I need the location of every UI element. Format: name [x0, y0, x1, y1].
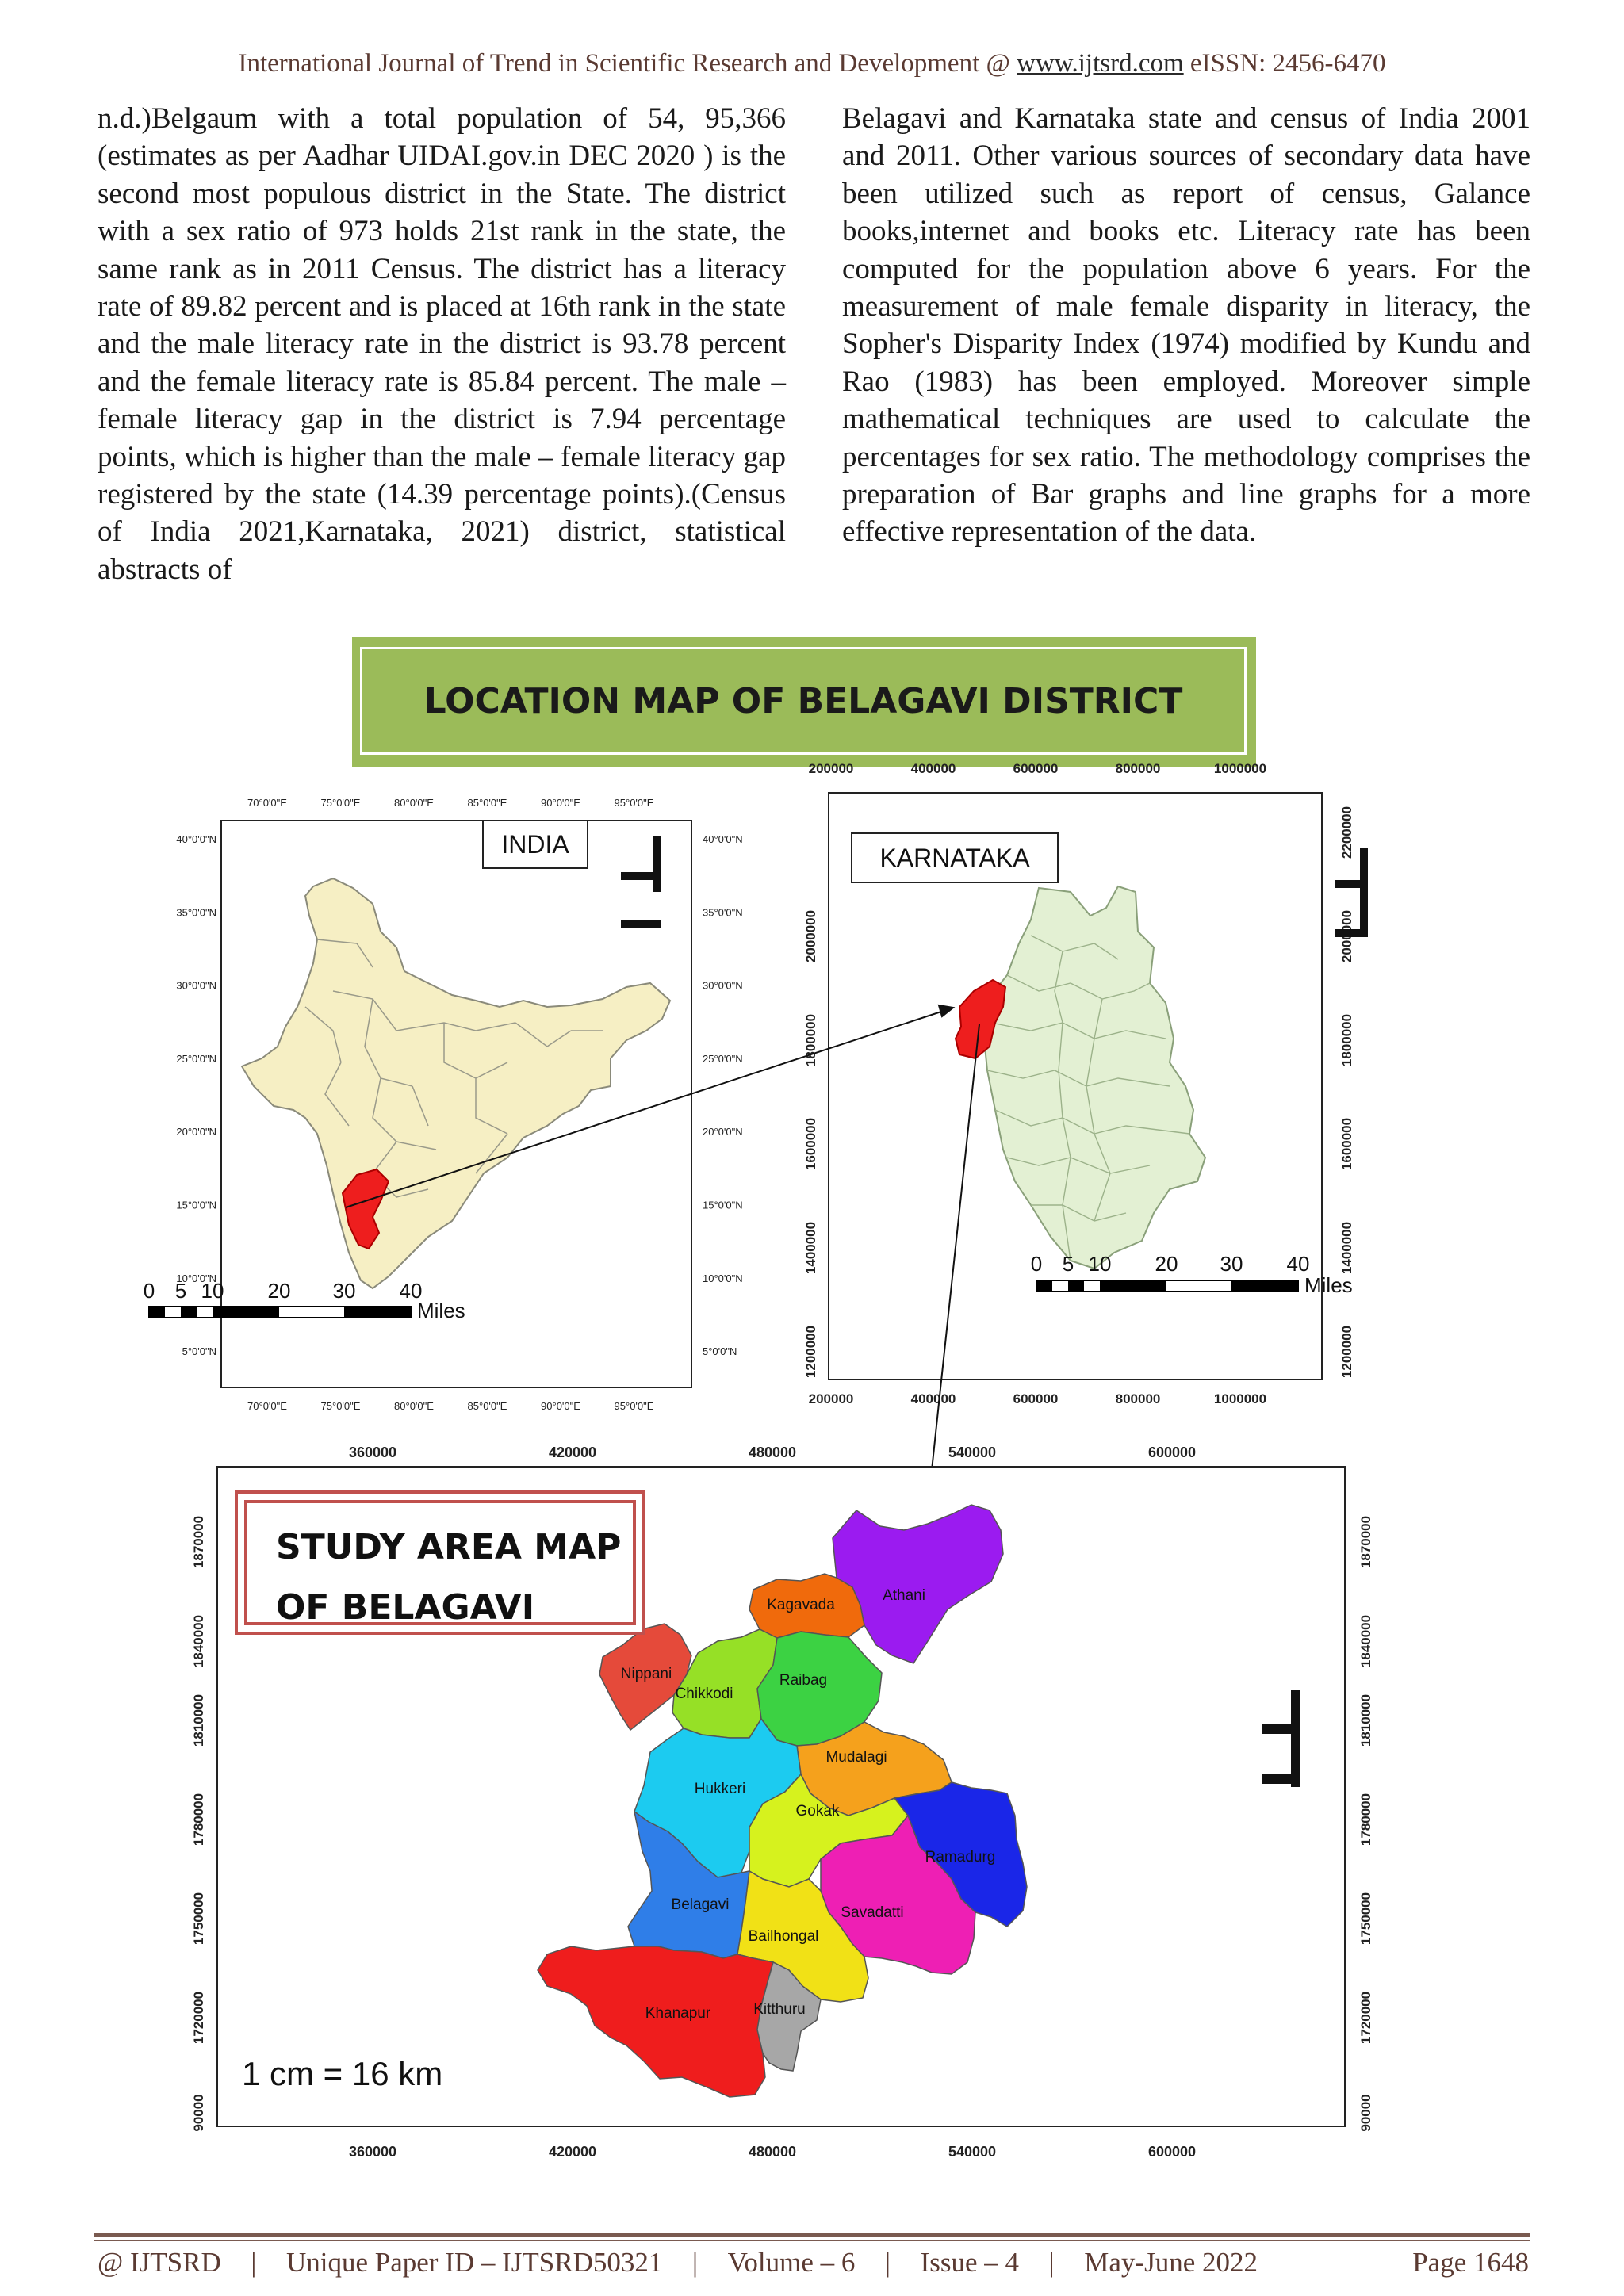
- study-x-tick: 540000: [948, 2144, 997, 2160]
- footer-rule-thin: [94, 2240, 1530, 2241]
- study-y-tick: 1870000: [191, 1515, 206, 1569]
- right-column-text: Belagavi and Karnataka state and census of India 2001 and 2011. Other various sources of secondary data have been utilized such as report of census, Galance books,internet and books etc. Literacy rate has been computed for the population above 6 years. For the measurement of male female disparity in literacy, the Sopher's Disparity Index (1974) modified by Kundu and Rao (1983) has been employed. Moreover simple mathematical techniques are used to calculate the percentages for sex ratio. The methodology comprises the preparation of Bar graphs and line graphs for a more effective representation of the data.: [842, 102, 1530, 549]
- karnataka-x-tick: 400000: [910, 761, 956, 776]
- header-text: International Journal of Trend in Scientific Research and Development @: [238, 49, 1017, 78]
- karnataka-x-tick: 1000000: [1213, 761, 1267, 776]
- india-scale-number: 40: [399, 1279, 423, 1303]
- india-label: [482, 820, 588, 869]
- study-x-tick: 360000: [348, 2144, 397, 2160]
- india-scale-number: 20: [267, 1279, 291, 1303]
- karnataka-label: [851, 832, 1059, 883]
- study-title-line1: STUDY AREA MAP: [276, 1527, 622, 1567]
- india-lat-tick: 15°0'0"N: [176, 1199, 216, 1211]
- karnataka-y-tick: 1400000: [1339, 1221, 1354, 1275]
- footer-spacer: [1288, 2247, 1383, 2279]
- karnataka-y-tick: 1200000: [803, 1325, 818, 1379]
- india-lon-tick: 90°0'0"E: [541, 1400, 580, 1412]
- study-x-tick: 600000: [1147, 1445, 1197, 1460]
- india-scale-number: 10: [201, 1279, 224, 1303]
- taluk-label-athani: Athani: [883, 1587, 925, 1604]
- india-lon-tick: 90°0'0"E: [541, 797, 580, 809]
- taluk-label-bailhongal: Bailhongal: [748, 1928, 819, 1945]
- india-lat-tick: 30°0'0"N: [703, 979, 743, 992]
- journal-link[interactable]: www.ijtsrd.com: [1017, 49, 1184, 78]
- taluk-label-mudalagi: Mudalagi: [825, 1749, 887, 1766]
- study-title-line2: OF BELAGAVI: [276, 1587, 535, 1628]
- footer-separator: |: [884, 2247, 891, 2278]
- study-y-tick: 1780000: [191, 1793, 206, 1846]
- karnataka-y-tick: 2000000: [803, 909, 818, 963]
- india-lat-tick: 25°0'0"N: [176, 1052, 216, 1065]
- karnataka-y-tick: 1800000: [1339, 1013, 1354, 1067]
- study-x-tick: 420000: [548, 2144, 597, 2160]
- karnataka-scale-number: 30: [1220, 1252, 1243, 1276]
- india-scale-unit: Miles: [417, 1299, 465, 1322]
- india-lon-tick: 70°0'0"E: [247, 797, 287, 809]
- taluk-label-savadatti: Savadatti: [841, 1904, 904, 1921]
- footer-rule: [94, 2233, 1530, 2237]
- study-x-tick: 480000: [748, 1445, 797, 1460]
- karnataka-x-tick: 600000: [1013, 1391, 1059, 1406]
- left-column-text: n.d.)Belgaum with a total population of 54, 95,366 (estimates as per Aadhar UIDAI.gov.in DEC 2020 ) is the second most populous district in the State. The district with a sex ratio of 973 holds 21st rank in the state, the same rank as in 2011 Census. The district has a literacy rate of 89.82 percent and is placed at 16th rank in the state and the male literacy rate in the district is 93.78 percent and the female literacy rate is 85.84 percent. The male – female literacy gap in the district is 7.94 percentage points, which is higher than the male – female literacy gap registered by the state (14.39 percentage points).(Census of India 2021,Karnataka, 2021) district, statistical abstracts of: [98, 102, 786, 586]
- karnataka-scale-number: 0: [1030, 1252, 1043, 1276]
- karnataka-x-tick: 400000: [910, 1391, 956, 1406]
- karnataka-x-tick: 600000: [1013, 761, 1059, 776]
- footer-issue: Issue – 4: [920, 2247, 1020, 2278]
- study-x-tick: 540000: [948, 1445, 997, 1460]
- taluk-label-kitthuru: Kitthuru: [753, 2001, 806, 2018]
- karnataka-scale-bar: [1036, 1280, 1298, 1292]
- karnataka-y-tick: 2200000: [1339, 806, 1354, 859]
- karnataka-x-tick: 200000: [808, 761, 854, 776]
- karnataka-scale-number: 20: [1155, 1252, 1178, 1276]
- study-scale-text: 1 cm = 16 km: [242, 2055, 443, 2092]
- study-y-tick: 1720000: [191, 1991, 206, 2045]
- india-lat-tick: 25°0'0"N: [703, 1052, 743, 1065]
- study-y-tick: 1810000: [191, 1693, 206, 1747]
- footer-volume: Volume – 6: [727, 2247, 856, 2278]
- map-banner-title: LOCATION MAP OF BELAGAVI DISTRICT: [423, 680, 1183, 721]
- india-lat-tick: 35°0'0"N: [176, 906, 216, 919]
- india-scale-bar: [149, 1307, 411, 1318]
- india-lat-tick: 5°0'0"N: [703, 1345, 737, 1358]
- taluk-label-raibag: Raibag: [779, 1672, 828, 1689]
- india-scale-number: 30: [332, 1279, 356, 1303]
- karnataka-scale-number: 40: [1286, 1252, 1310, 1276]
- india-lat-tick: 35°0'0"N: [703, 906, 743, 919]
- karnataka-y-tick: 1600000: [1339, 1117, 1354, 1171]
- karnataka-y-tick: 1800000: [803, 1013, 818, 1067]
- taluk-label-khanapur: Khanapur: [645, 2005, 711, 2022]
- study-y-tick: 90000: [191, 2094, 206, 2132]
- header-eissn: eISSN: 2456-6470: [1183, 49, 1386, 78]
- footer-separator: |: [691, 2247, 698, 2278]
- karnataka-x-tick: 200000: [808, 1391, 854, 1406]
- karnataka-y-tick: 1400000: [803, 1221, 818, 1275]
- study-y-tick: 1750000: [1358, 1892, 1373, 1946]
- footer-separator: |: [251, 2247, 257, 2278]
- karnataka-scale-number: 5: [1062, 1252, 1074, 1276]
- taluk-label-nippani: Nippani: [620, 1666, 672, 1682]
- karnataka-x-tick: 800000: [1115, 761, 1161, 776]
- karnataka-scale-unit: Miles: [1304, 1273, 1353, 1297]
- study-area-title-box: [235, 1490, 645, 1635]
- study-x-tick: 360000: [348, 1445, 397, 1460]
- india-lon-tick: 75°0'0"E: [320, 1400, 361, 1412]
- page-footer: [98, 2247, 1529, 2279]
- study-y-tick: 90000: [1358, 2094, 1373, 2132]
- karnataka-label-text: KARNATAKA: [879, 843, 1030, 872]
- india-scale-number: 5: [174, 1279, 187, 1303]
- study-x-tick: 480000: [748, 2144, 797, 2160]
- taluk-label-ramadurg: Ramadurg: [925, 1849, 996, 1866]
- study-x-tick: 600000: [1147, 2144, 1197, 2160]
- india-lat-tick: 10°0'0"N: [703, 1272, 743, 1284]
- footer-date: May-June 2022: [1084, 2247, 1258, 2278]
- study-y-tick: 1780000: [1358, 1793, 1373, 1846]
- karnataka-y-tick: 1200000: [1339, 1325, 1354, 1379]
- india-lon-tick: 80°0'0"E: [394, 797, 434, 809]
- karnataka-x-tick: 800000: [1115, 1391, 1161, 1406]
- india-lon-tick: 75°0'0"E: [320, 797, 361, 809]
- india-lon-tick: 95°0'0"E: [614, 797, 654, 809]
- taluk-label-kagavada: Kagavada: [767, 1597, 835, 1613]
- study-y-tick: 1810000: [1358, 1693, 1373, 1747]
- india-scale-number: 0: [143, 1279, 155, 1303]
- karnataka-x-tick: 1000000: [1213, 1391, 1267, 1406]
- india-lon-tick: 85°0'0"E: [467, 797, 508, 809]
- india-lat-tick: 30°0'0"N: [176, 979, 216, 992]
- india-label-text: INDIA: [501, 829, 569, 859]
- study-y-tick: 1720000: [1358, 1991, 1373, 2045]
- india-lon-tick: 70°0'0"E: [247, 1400, 287, 1412]
- taluk-label-gokak: Gokak: [795, 1803, 840, 1820]
- footer-paper-id: Unique Paper ID – IJTSRD50321: [285, 2247, 663, 2278]
- study-y-tick: 1840000: [1358, 1614, 1373, 1668]
- india-lat-tick: 15°0'0"N: [703, 1199, 743, 1211]
- india-lat-tick: 10°0'0"N: [176, 1272, 216, 1284]
- footer-separator: |: [1048, 2247, 1055, 2278]
- karnataka-scale-number: 10: [1088, 1252, 1112, 1276]
- india-lat-tick: 20°0'0"N: [176, 1126, 216, 1138]
- india-lon-tick: 95°0'0"E: [614, 1400, 654, 1412]
- footer-journal: @ IJTSRD: [98, 2247, 221, 2278]
- india-lat-tick: 5°0'0"N: [182, 1345, 216, 1358]
- taluk-label-chikkodi: Chikkodi: [675, 1686, 733, 1702]
- india-lat-tick: 20°0'0"N: [703, 1126, 743, 1138]
- india-lat-tick: 40°0'0"N: [703, 833, 743, 845]
- india-lat-tick: 40°0'0"N: [176, 833, 216, 845]
- study-y-tick: 1750000: [191, 1892, 206, 1946]
- study-x-tick: 420000: [548, 1445, 597, 1460]
- india-lon-tick: 80°0'0"E: [394, 1400, 434, 1412]
- study-y-tick: 1840000: [191, 1614, 206, 1668]
- taluk-label-belagavi: Belagavi: [671, 1896, 730, 1913]
- karnataka-y-tick: 1600000: [803, 1117, 818, 1171]
- taluk-label-hukkeri: Hukkeri: [694, 1781, 746, 1797]
- india-lon-tick: 85°0'0"E: [467, 1400, 508, 1412]
- study-y-tick: 1870000: [1358, 1515, 1373, 1569]
- footer-page-number: Page 1648: [1412, 2247, 1529, 2278]
